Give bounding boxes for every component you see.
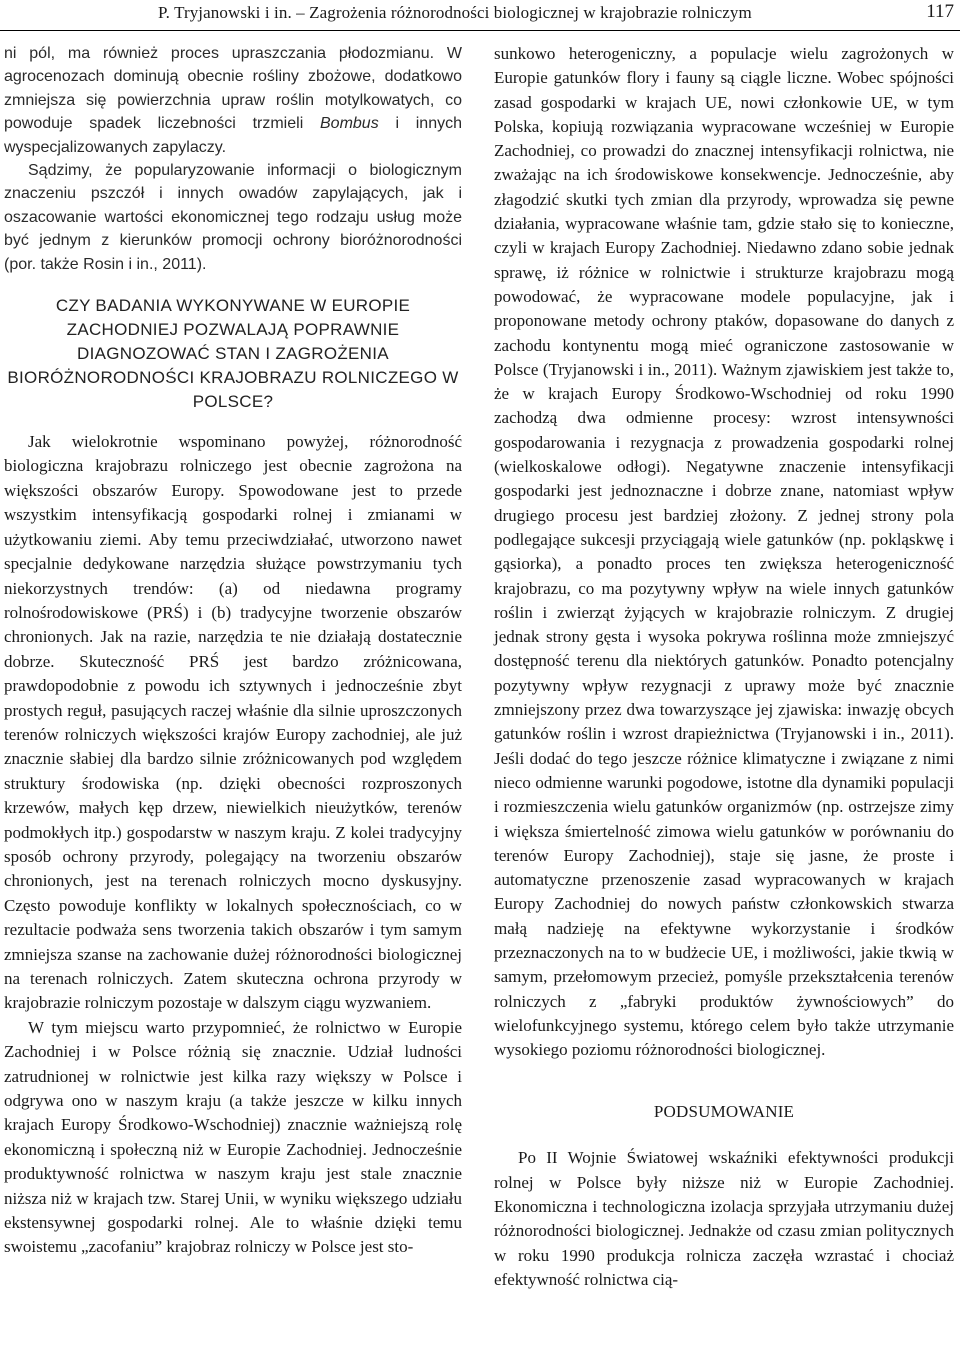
- section-heading: PODSUMOWANIE: [653, 1102, 795, 1122]
- section-heading: CZY BADANIA WYKONYWANE W EUROPIE ZACHODNIEJ POZWALAJĄ POPRAWNIE DIAGNOZOWAĆ STAN I ZAGROŻENIA BIORÓŻNORODNOŚCI KRAJOBRAZU ROLNICZEGO W POLSCE?: [7, 296, 459, 412]
- running-title: P. Tryjanowski i in. – Zagrożenia różnorodności biologicznej w krajobrazie rolniczym: [158, 3, 752, 22]
- running-header: [0, 0, 960, 31]
- paragraph: W tym miejscu warto przypomnieć, że rolnictwo w Europie Zachodniej i w Polsce różnią się znacznie. Udział ludności zatrudnionej w rolnictwie jest kilka razy większy w Polsce i odgrywa ono w naszym kraju (a także jeszcze w kilku innych krajach Europy Środkowo-Wschodniej) znacznie ważniejszą rolę ekonomiczną i społeczną niż w Europie Zachodniej. Jednocześnie produktywność rolnictwa w naszym kraju jest stale znacznie niższa niż w krajach tzw. Starej Unii, w wyniku większego udziału ekstensywnej gospodarki rolnej. Ale to właśnie dzięki temu swoistemu „zacofaniu” krajobraz rolniczy w Polsce jest sto-: [4, 1017, 462, 1257]
- paragraph: Jak wielokrotnie wspominano powyżej, różnorodność biologiczna krajobrazu rolniczego jest obecnie zagrożona na większości obszarów Europy. Spowodowane jest to przede wszystkim intensyfikacją gospodarki rolnej i zmianami w użytkowaniu ziemi. Aby temu przeciwdziałać, utworzono nawet specjalnie dedykowane narzędzia służące powstrzymaniu tych niekorzystnych trendów: (a) od niedawna programy rolnośrodowiskowe (PRŚ) i (b) tradycyjne tworzenie obszarów chronionych. Jak na razie, narzędzia te nie działają dostatecznie dobrze. Skuteczność PRŚ jest bardzo zróżnicowana, prawdopodobnie z powodu ich sztywnych i jednocześnie zbyt prostych reguł, pasujących raczej właśnie dla silnie uproszczonych terenów rolniczych większości krajów Europy zachodniej, ale już znacznie słabiej dla bardzo silnie zróżnicowanych pod względem struktury środowiska (np. dzięki obecności rozproszonych krzewów, małych kęp drzew, niewielkich nieużytków, terenów podmokłych itp.) gospodarstw w naszym kraju. Z kolei tradycyjny sposób ochrony przyrody, polegający na tworzeniu obszarów chronionych, jest na terenach rolniczych mocno dyskusyjny. Często powoduje konflikty w lokalnych społecznościach, co w rezultacie podważa sens tworzenia takich obszarów i tym samym zmniejsza szanse na zachowanie dużej różnorodności biologicznej na terenach rolniczych. Zatem skuteczna ochrona przyrody w krajobrazie rolniczym pozostaje w dalszym ciągu wyzwaniem.: [4, 432, 462, 1013]
- page-number: 117: [926, 1, 954, 22]
- paragraph: Po II Wojnie Światowej wskaźniki efektywności produkcji rolnej w Polsce były niższe niż w Europie Zachodniej. Ekonomiczna i technologiczna izolacja sprzyjała utrzymaniu dużej różnorodności biologicznej. Jednakże od czasu zmian politycznych w roku 1990 produkcja rolnicza zaczęła wzrastać i chociaż efektywność rolnictwa cią-: [494, 1148, 954, 1289]
- paragraph-text: i innych wyspecjalizowanych zapylaczy.: [4, 115, 462, 156]
- paragraph: sunkowo heterogeniczny, a populacje wielu zagrożonych w Europie gatunków flory i fauny są ciągle liczne. Wobec spójności zasad gospodarki w krajach UE, nowi członkowie UE, w tym Polska, kopiują rozwiązania wypracowane wcześniej w Europie Zachodniej, co prowadzi do znacznej intensyfikacji rolnictwa, nie zważając na ich środowiskowe konsekwencje. Jednocześnie, aby złagodzić skutki tych zmian dla przyrody, wprowadza się pewne działania, wypracowane właśnie tam, gdzie stało się to konieczne, czyli w krajach Europy Zachodniej. Niedawno zdano sobie jednak sprawę, iż różnice w rolnictwie i strukturze krajobrazu mogą powodować, że wypracowane modele populacyjne, jak i proponowane metody ochrony ptaków, dopasowane do danych z zachodu kontynentu mogą mieć ograniczone zastosowanie w Polsce (Tryjanowski i in., 2011). Ważnym zjawiskiem jest także to, że w krajach Europy Środkowo-Wschodniej od roku 1990 zachodzą dwa odmienne procesy: wzrost intensywności gospodarowania i rezygnacja z prowadzenia gospodarki rolnej (wielkoskalowe odłogi). Negatywne znaczenie intensyfikacji gospodarki jest jednoznaczne i dobrze znane, natomiast wpływ drugiego procesu jest bardziej złożony. Z jednej strony pola podlegające sukcesji przyciągają wiele gatunków (np. pokląskwę i gąsiorka), a ponadto proces ten zwiększa heterogeniczność krajobrazu, co ma pozytywny wpływ na wiele innych gatunków roślin i zwierząt żyjących w krajobrazie rolniczym. Z drugiej jednak strony gęsta i wysoka pokrywa roślinna może zmniejszyć dostępność terenu dla niektórych gatunków. Ponadto potencjalny pozytywny wpływ rezygnacji z uprawy może być znacznie zmniejszony przez dwa towarzyszące jej zjawiska: inwazję obcych gatunków roślin i wzrost drapieżnictwa (Tryjanowski i in., 2011). Jeśli dodać do tego jeszcze różnice klimatyczne i związane z nimi nieco odmienne warunki pogodowe, istotne dla dynamiki populacji i rozmieszczenia wielu gatunków organizmów (np. ostrzejsze zimy i większa śmiertelność zimowa wielu gatunków w porównaniu do terenów Europy Zachodniej), staje się jasne, że proste i automatyczne przenoszenie zasad wypracowanych w krajach Europy Zachodniej do nowych państw członkowskich stwarza małą nadzieję na efektywne wykorzystanie i środków przeznaczonych na to w budżecie UE, i możliwości, jakie tkwią w samym, przełomowym przecież, pomyśle przekształcenia terenów rolniczych z „fabryki produktów żywnościowych” do wielofunkcyjnego systemu, którego celem było także utrzymanie wysokiego poziomu różnorodności biologicznej.: [494, 44, 954, 1060]
- right-column: [494, 42, 954, 1292]
- left-column: [4, 42, 462, 1260]
- paragraph: [4, 42, 462, 159]
- italic-genus: Bombus: [320, 115, 379, 133]
- paragraph: Sądzimy, że popularyzowanie informacji o biologicznym znaczeniu pszczół i innych owadów zapylających, jak i oszacowanie wartości ekonomicznej tego rodzaju usług może być jednym z kierunków promocji ochrony bioróżnorodności (por. także Rosin i in., 2011).: [4, 162, 462, 273]
- paragraph-text: ni pól, ma również proces upraszczania płodozmianu. W agrocenozach dominują obecnie rośliny zbożowe, dodatkowo zmniejsza się powierzchnia upraw roślin motylkowatych, co powoduje spadek liczebności trzmieli: [4, 45, 462, 133]
